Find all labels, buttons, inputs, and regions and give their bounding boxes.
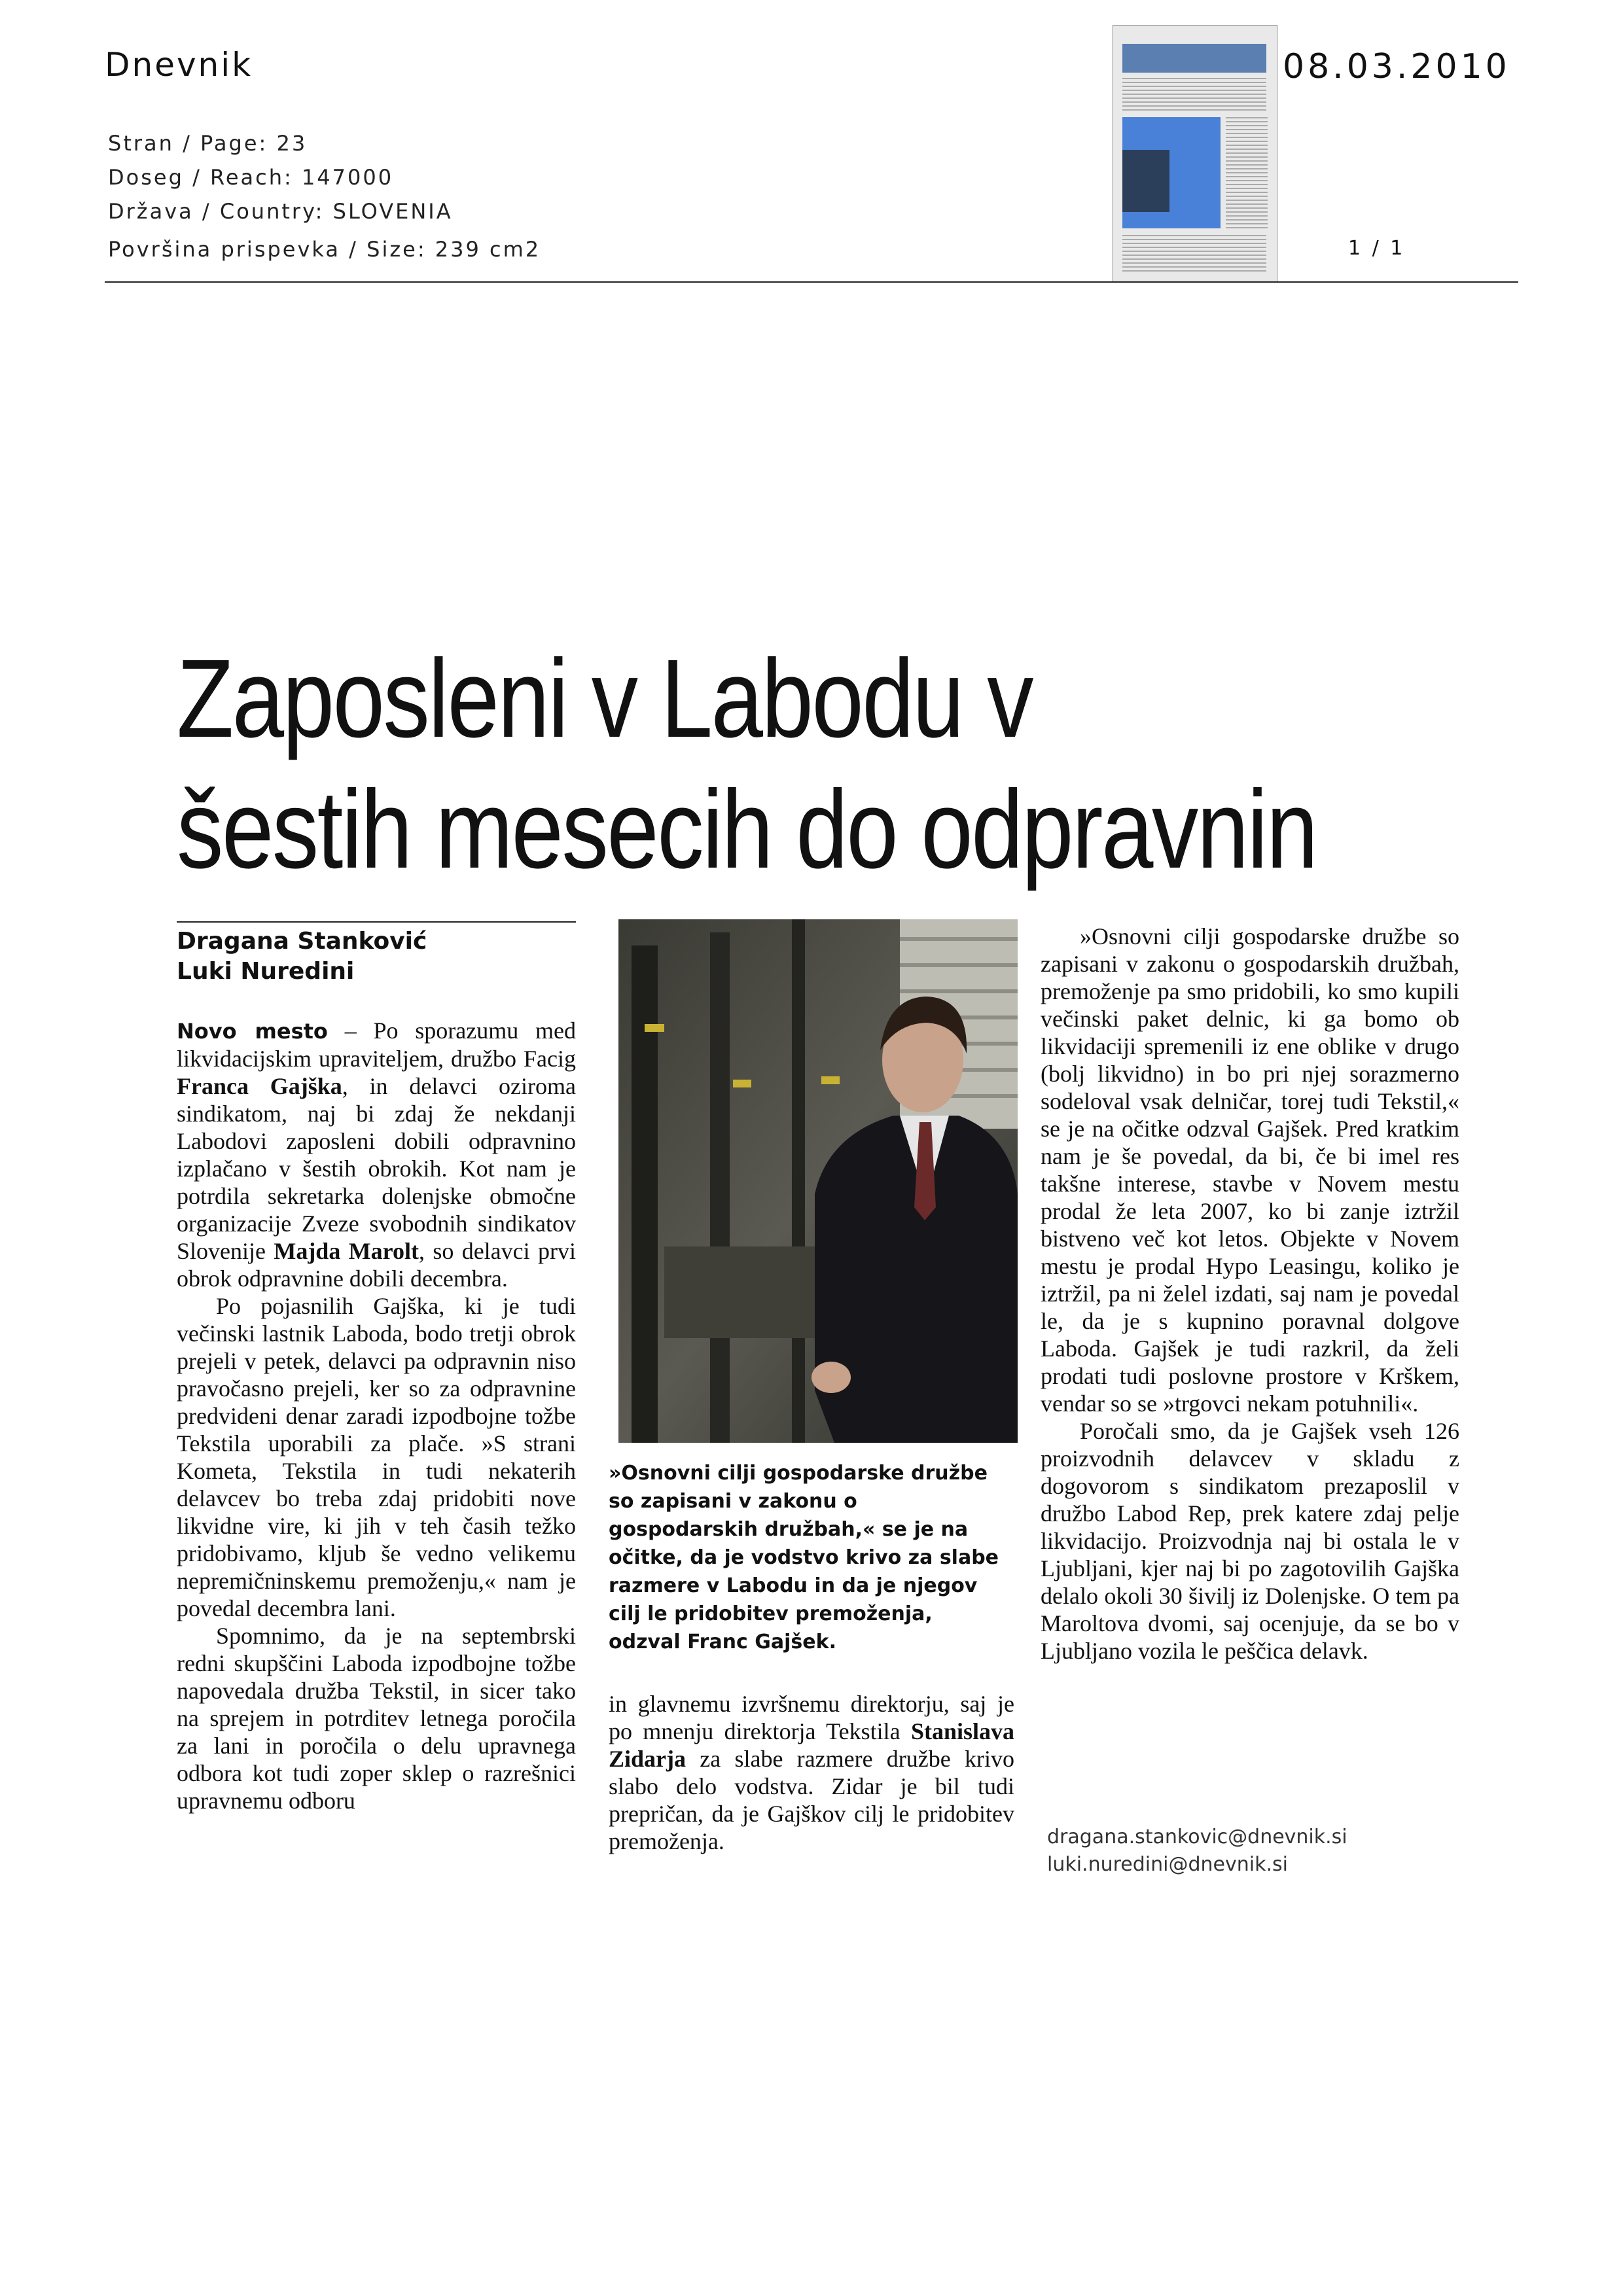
paragraph: Novo mesto – Po sporazumu med likvidacijskim upraviteljem, družbo Facig Franca Gajška, in delavci oziroma sindikatom, naj bi zdaj že nekdanji Labodovi zaposleni dobili odpravnino izplačano v šestih obrokih. Kot nam je potrdila sekretarka dolenjske območne organizacije Zveze svobodnih sindikatov Slovenije Majda Marolt, so delavci prvi obrok odpravnine dobili decembra. [177, 1017, 577, 1292]
byline [177, 927, 427, 987]
person-name: Stanislava Zidarja [609, 1718, 1014, 1772]
headline-line-2: šestih mesecih do odpravnin [177, 768, 1317, 892]
dateline: Novo mesto [177, 1019, 328, 1044]
photo-caption: »Osnovni cilji gospodarske družbe so zapisani v zakonu o gospodarskih družbah,« se je na očitke, da je vodstvo krivo za slabe razmere v Labodu in da je njegov cilj le pridobitev premoženja, odzval Franc Gajšek. [609, 1462, 999, 1653]
article-headline [177, 633, 1317, 895]
publication-name: Dnevnik [105, 46, 253, 84]
meta-country: Država / Country: SLOVENIA [108, 199, 453, 224]
meta-reach: Doseg / Reach: 147000 [108, 165, 394, 190]
byline-rule [177, 921, 576, 923]
author-email-2[interactable]: luki.nuredini@dnevnik.si [1047, 1853, 1288, 1876]
page-count: 1 / 1 [1348, 237, 1406, 260]
author-2: Luki Nuredini [177, 958, 355, 985]
paragraph: Po pojasnilih Gajška, ki je tudi večinski lastnik Laboda, bodo tretji obrok prejeli v petek, delavci pa odpravnin niso pravočasno prejeli, ker so za odpravnine predvideni denar zaradi izpodbojne tožbe Tekstila uporabili za plače. »S strani Kometa, Tekstila in tudi nekaterih delavcev bo treba zdaj pridobiti nove likvidne vire, ki jih v teh časih težko pridobivamo, kljub še vedno velikemu nepremičninskemu premoženju,« nam je povedal decembra lani. [177, 1293, 576, 1621]
meta-page: Stran / Page: 23 [108, 131, 308, 156]
paragraph: Spomnimo, da je na septembrski redni skupščini Laboda izpodbojne tožbe napovedala družba Tekstil, in sicer tako na sprejem in potrditev letnega poročila za lani in poročila o delu upravnega odbora kot tudi zoper sklep o razrešnici upravnemu odboru [177, 1623, 576, 1814]
author-1: Dragana Stanković [177, 928, 427, 955]
photo-man-in-suit [618, 919, 1018, 1443]
page-thumbnail [1113, 25, 1277, 283]
person-name: Franca Gajška [177, 1073, 342, 1099]
header-divider [105, 281, 1518, 283]
author-email-1[interactable]: dragana.stankovic@dnevnik.si [1047, 1826, 1347, 1848]
paragraph: in glavnemu izvršnemu direktorju, saj je po mnenju direktorja Tekstila Stanislava Zidarja za slabe razmere družbe krivo slabo delo vodstva. Zidar je bil tudi prepričan, da je Gajškov cilj le pridobitev premoženja. [609, 1691, 1014, 1854]
article-column-2 [609, 1690, 1014, 1855]
person-name: Majda Marolt [274, 1238, 419, 1264]
paragraph: »Osnovni cilji gospodarske družbe so zapisani v zakonu o gospodarskih družbah, premoženje pa smo pridobili, ko smo kupili večinski paket delnic, ki ga bomo ob likvidaciji spremenili iz ene oblike v drugo (bolj likvidno) in bo pri njej sorazmerno sodeloval vsak delničar, torej tudi Tekstil,« se je na očitke odzval Gajšek. Pred kratkim nam je še povedal, da bi, če bi imel res takšne interese, stavbe v Novem mestu prodal že leta 2007, ko bi zanje iztržil bistveno več kot letos. Objekte v Novem mestu je prodal Hypo Leasingu, koliko je iztržil, pa ni želel izdati, saj nam je povedal le, da je s kupnino poravnal dolgove Laboda. Gajšek je tudi razkril, da želi prodati tudi poslovne prostore v Krškem, vendar so se »trgovci nekam potuhnili«. [1041, 923, 1459, 1417]
meta-size: Površina prispevka / Size: 239 cm2 [108, 237, 541, 262]
article-column-1 [177, 1017, 576, 1814]
headline-line-1: Zaposleni v Labodu v [177, 637, 1033, 761]
publication-date: 08.03.2010 [1283, 47, 1510, 86]
article-photo [618, 919, 1018, 1443]
paragraph: Poročali smo, da je Gajšek vseh 126 proizvodnih delavcev v skladu z dogovorom s sindikatom prezaposlil v družbo Labod Rep, prek katere zdaj pelje likvidacijo. Proizvodnja naj bi ostala le v Ljubljani, kjer naj bi po zagotovilih Gajška delalo okoli 30 šivilj iz Dolenjske. O tem pa Maroltova dvomi, saj ocenjuje, da se bo v Ljubljano vozila le peščica delavk. [1041, 1418, 1459, 1664]
article-column-3 [1041, 923, 1459, 1665]
